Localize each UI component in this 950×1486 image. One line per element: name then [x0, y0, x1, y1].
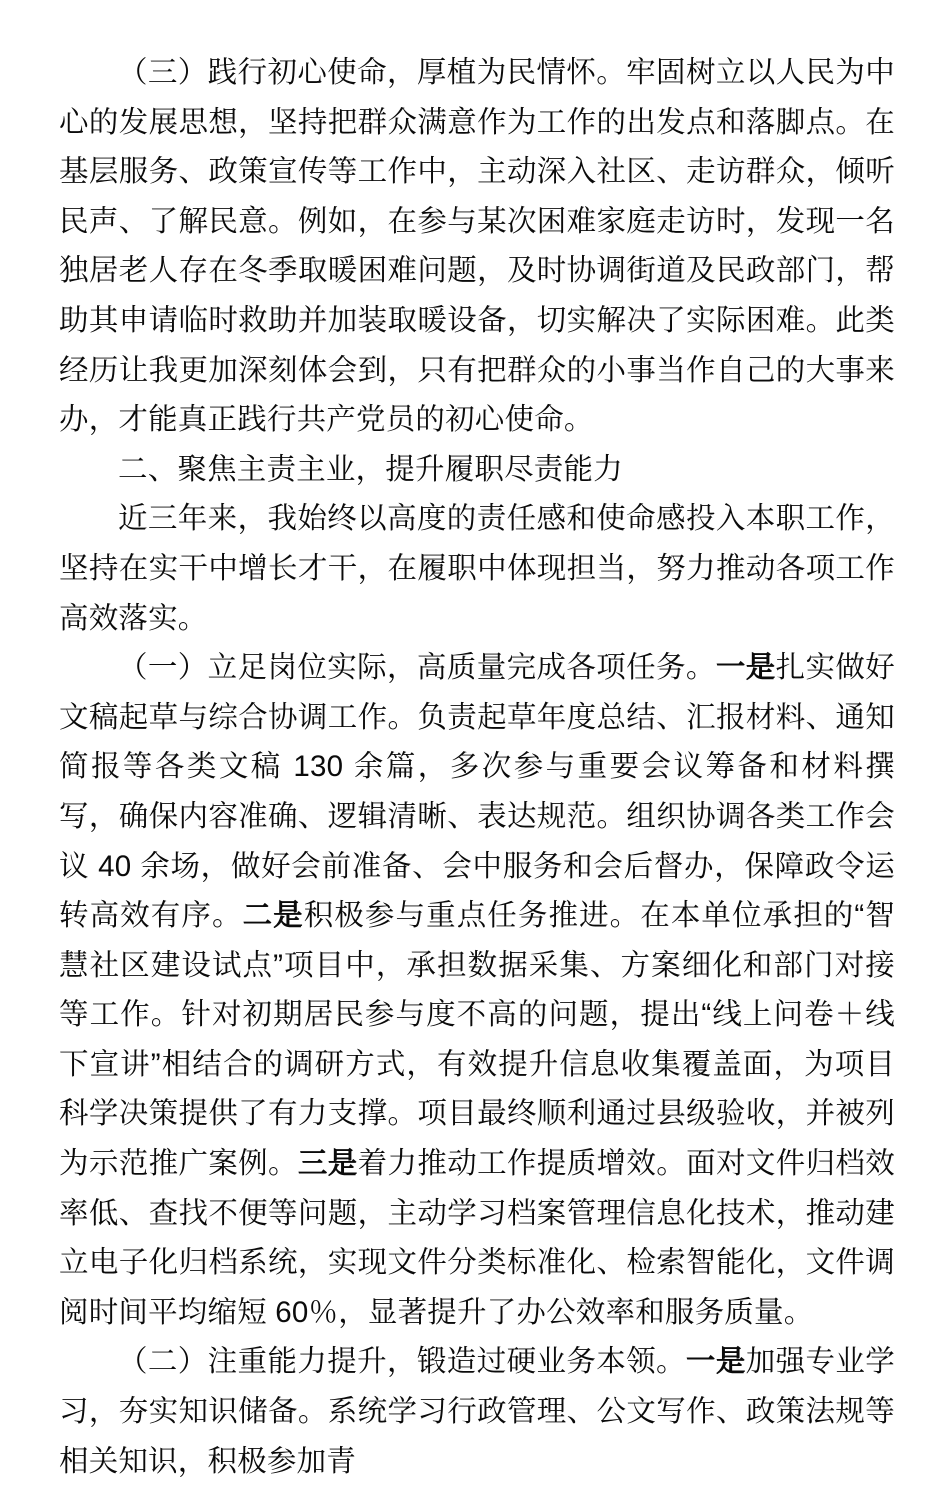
emphasis-run: 一是: [685, 1345, 746, 1379]
emphasis-run: 一是: [715, 651, 776, 685]
emphasis-run: 三是: [297, 1147, 358, 1181]
text-run: 二、聚焦主责主业，提升履职尽责能力: [118, 452, 623, 486]
text-run: （二）注重能力提升，锻造过硬业务本领。: [118, 1345, 686, 1379]
body-paragraph: [59, 643, 895, 1337]
text-run: 近三年来，我始终以高度的责任感和使命感投入本职工作，坚持在实干中增长才干，在履职中体现担当，努力推动各项工作高效落实。: [59, 502, 895, 635]
body-paragraph: [59, 1337, 895, 1486]
text-run: （一）立足岗位实际，高质量完成各项任务。: [118, 651, 716, 685]
document-text-body: [59, 48, 895, 1486]
body-paragraph: [59, 48, 895, 445]
text-run: 加强专业学习，夯实知识储备。系统学习行政管理、公文写作、政策法规等相关知识，积极参加青: [59, 1345, 895, 1478]
section-heading: [59, 445, 895, 495]
text-run: 着力推动工作提质增效。面对文件归档效率低、查找不便等问题，主动学习档案管理信息化技术，推动建立电子化归档系统，实现文件分类标准化、检索智能化，文件调阅时间平均缩短 60％，显著提升了办公效率和服务质量。: [59, 1147, 895, 1329]
text-run: （三）践行初心使命，厚植为民情怀。牢固树立以人民为中心的发展思想，坚持把群众满意作为工作的出发点和落脚点。在基层服务、政策宣传等工作中，主动深入社区、走访群众，倾听民声、了解民意。例如，在参与某次困难家庭走访时，发现一名独居老人存在冬季取暖困难问题，及时协调街道及民政部门，帮助其申请临时救助并加装取暖设备，切实解决了实际困难。此类经历让我更加深刻体会到，只有把群众的小事当作自己的大事来办，才能真正践行共产党员的初心使命。: [59, 56, 895, 437]
text-run: 扎实做好文稿起草与综合协调工作。负责起草年度总结、汇报材料、通知简报等各类文稿 130 余篇，多次参与重要会议筹备和材料撰写，确保内容准确、逻辑清晰、表达规范。组织协调各类工作会议 40 余场，做好会前准备、会中服务和会后督办，保障政令运转高效有序。: [59, 651, 895, 933]
body-paragraph: [59, 494, 895, 643]
emphasis-run: 二是: [242, 899, 304, 933]
text-run: 积极参与重点任务推进。在本单位承担的“智慧社区建设试点”项目中，承担数据采集、方案细化和部门对接等工作。针对初期居民参与度不高的问题，提出“线上问卷＋线下宣讲”相结合的调研方式，有效提升信息收集覆盖面，为项目科学决策提供了有力支撑。项目最终顺利通过县级验收，并被列为示范推广案例。: [59, 899, 896, 1181]
